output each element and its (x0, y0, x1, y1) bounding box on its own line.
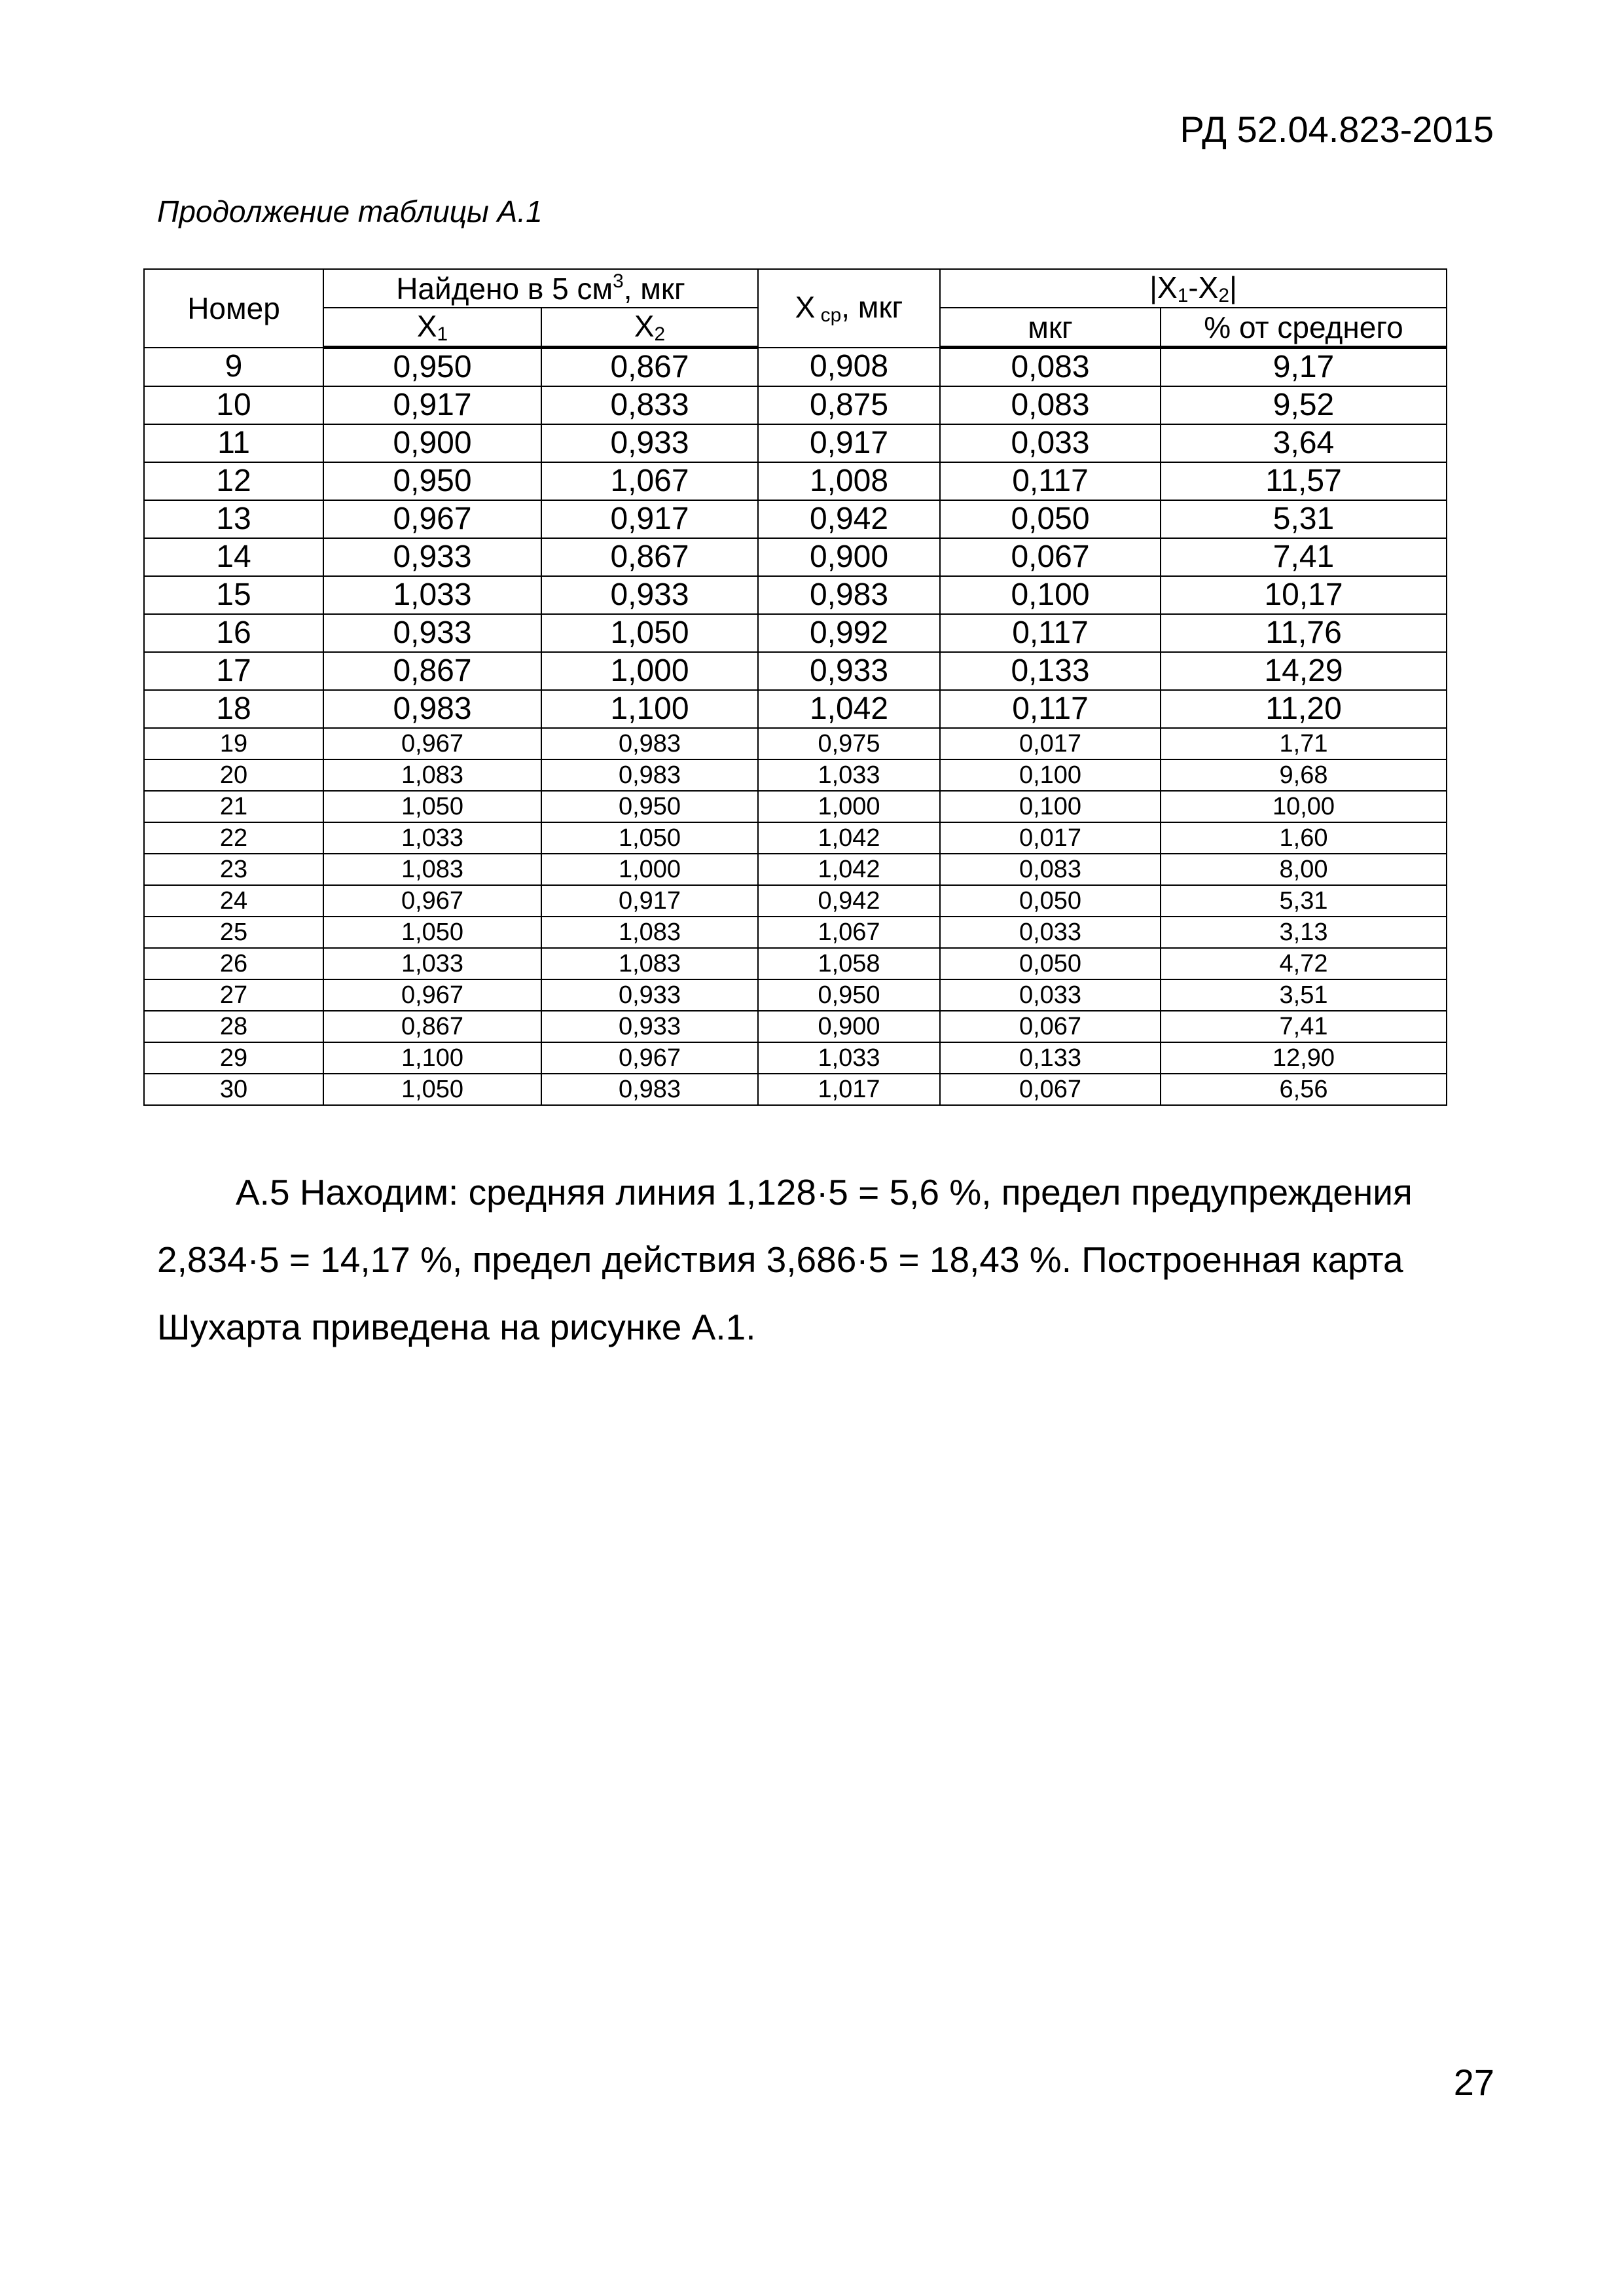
table-cell: 0,967 (323, 885, 541, 917)
table-row (144, 386, 1447, 424)
table-cell: 0,067 (940, 1011, 1161, 1042)
table-cell: 26 (144, 948, 323, 979)
table-cell: 30 (144, 1074, 323, 1105)
table-cell: 0,100 (940, 576, 1161, 614)
table-cell: 7,41 (1161, 1011, 1447, 1042)
header-found: Найдено в 5 $см^3$, мкг (323, 269, 758, 308)
table-cell: 0,100 (940, 759, 1161, 791)
header-abs-diff: $|X_1-X_2|$ (940, 269, 1447, 308)
table-cell: 1,050 (323, 791, 541, 822)
table-cell: 10,00 (1161, 791, 1447, 822)
table-cell: 0,983 (323, 690, 541, 728)
table-cell: 0,900 (758, 538, 940, 576)
table-row (144, 1011, 1447, 1042)
table-cell: 0,867 (541, 348, 758, 387)
table-cell: 0,917 (541, 500, 758, 538)
table-row (144, 979, 1447, 1011)
table-cell: 1,71 (1161, 728, 1447, 759)
table-cell: 1,033 (758, 759, 940, 791)
table-cell: 1,000 (758, 791, 940, 822)
paragraph-a5 (157, 1159, 1494, 1361)
table-cell: 12,90 (1161, 1042, 1447, 1074)
header-mkg: мкг (940, 308, 1161, 348)
table-cell: 11,76 (1161, 614, 1447, 652)
table-row (144, 1074, 1447, 1105)
table-cell: 0,067 (940, 1074, 1161, 1105)
table-row (144, 348, 1447, 387)
table-cell: 10 (144, 386, 323, 424)
table-cell: 5,31 (1161, 885, 1447, 917)
table-cell: 9,68 (1161, 759, 1447, 791)
table-cell: 0,950 (323, 348, 541, 387)
table-cell: 0,083 (940, 854, 1161, 885)
table-cell: 18 (144, 690, 323, 728)
table-cell: 0,917 (758, 424, 940, 462)
table-cell: 1,058 (758, 948, 940, 979)
table-cell: 0,875 (758, 386, 940, 424)
table-cell: 0,050 (940, 500, 1161, 538)
table-cell: 0,967 (323, 728, 541, 759)
table-cell: 0,033 (940, 424, 1161, 462)
table-cell: 0,833 (541, 386, 758, 424)
table-row (144, 424, 1447, 462)
table-cell: 0,867 (323, 652, 541, 690)
table-cell: 20 (144, 759, 323, 791)
document-code: РД 52.04.823-2015 (1180, 109, 1494, 150)
table-cell: 1,033 (323, 576, 541, 614)
table-cell: 28 (144, 1011, 323, 1042)
table-cell: 11,57 (1161, 462, 1447, 500)
table-cell: 0,950 (758, 979, 940, 1011)
table-cell: 29 (144, 1042, 323, 1074)
table-cell: 0,933 (323, 614, 541, 652)
table-cell: 0,983 (541, 728, 758, 759)
table-cell: 10,17 (1161, 576, 1447, 614)
header-x1: $X_1$ (323, 308, 541, 348)
table-cell: 17 (144, 652, 323, 690)
table-cell: 0,067 (940, 538, 1161, 576)
table-cell: 0,017 (940, 728, 1161, 759)
table-cell: 1,067 (758, 917, 940, 948)
table-cell: 0,933 (541, 1011, 758, 1042)
table-cell: 1,050 (323, 917, 541, 948)
table-cell: 11 (144, 424, 323, 462)
table-cell: 1,033 (758, 1042, 940, 1074)
header-x2: $X_2$ (541, 308, 758, 348)
table-cell: 11,20 (1161, 690, 1447, 728)
table-cell: 13 (144, 500, 323, 538)
data-table (143, 268, 1447, 1106)
table-row (144, 854, 1447, 885)
table-cell: 24 (144, 885, 323, 917)
table-cell: 0,967 (323, 979, 541, 1011)
table-cell: 6,56 (1161, 1074, 1447, 1105)
table-row (144, 822, 1447, 854)
table-cell: 27 (144, 979, 323, 1011)
table-cell: 1,083 (323, 759, 541, 791)
table-cell: 23 (144, 854, 323, 885)
table-cell: 9 (144, 348, 323, 387)
table-row (144, 885, 1447, 917)
table-cell: 0,950 (323, 462, 541, 500)
table-cell: 0,983 (541, 1074, 758, 1105)
table-cell: 1,042 (758, 854, 940, 885)
table-row (144, 500, 1447, 538)
paragraph-line: Шухарта приведена на рисунке А.1. (157, 1307, 756, 1347)
table-cell: 0,900 (758, 1011, 940, 1042)
table-cell: 14 (144, 538, 323, 576)
table-cell: 19 (144, 728, 323, 759)
table-row (144, 728, 1447, 759)
table-row (144, 652, 1447, 690)
table-cell: 8,00 (1161, 854, 1447, 885)
table-cell: 0,933 (323, 538, 541, 576)
table-cell: 0,867 (323, 1011, 541, 1042)
table-cell: 0,100 (940, 791, 1161, 822)
table-cell: 0,967 (323, 500, 541, 538)
table-cell: 0,967 (541, 1042, 758, 1074)
table-cell: 0,033 (940, 979, 1161, 1011)
table-caption: Продолжение таблицы А.1 (157, 194, 543, 228)
table-cell: 0,133 (940, 652, 1161, 690)
table-cell: 9,52 (1161, 386, 1447, 424)
table-cell: 0,933 (541, 979, 758, 1011)
table-cell: 1,100 (541, 690, 758, 728)
table-cell: 0,992 (758, 614, 940, 652)
table-cell: 1,083 (541, 917, 758, 948)
table-cell: 3,13 (1161, 917, 1447, 948)
table-row (144, 948, 1447, 979)
table-row (144, 614, 1447, 652)
table-cell: 1,042 (758, 822, 940, 854)
table-cell: 0,133 (940, 1042, 1161, 1074)
table-cell: 1,050 (541, 822, 758, 854)
table-row (144, 1042, 1447, 1074)
table-cell: 0,983 (541, 759, 758, 791)
table-cell: 0,117 (940, 462, 1161, 500)
table-cell: 16 (144, 614, 323, 652)
table-cell: 0,933 (758, 652, 940, 690)
table-row (144, 462, 1447, 500)
table-row (144, 759, 1447, 791)
header-percent: % от среднего (1161, 308, 1447, 348)
table-cell: 0,917 (323, 386, 541, 424)
table-cell: 0,975 (758, 728, 940, 759)
table-cell: 0,017 (940, 822, 1161, 854)
header-number: Номер (144, 269, 323, 348)
table-cell: 1,100 (323, 1042, 541, 1074)
table-cell: 7,41 (1161, 538, 1447, 576)
table-cell: 12 (144, 462, 323, 500)
table-cell: 1,050 (323, 1074, 541, 1105)
table-cell: 1,000 (541, 652, 758, 690)
table-cell: 0,908 (758, 348, 940, 387)
table-row (144, 690, 1447, 728)
table-cell: 14,29 (1161, 652, 1447, 690)
table-cell: 1,033 (323, 822, 541, 854)
table-cell: 4,72 (1161, 948, 1447, 979)
paragraph-line: А.5 Находим: средняя линия 1,128·5 = 5,6 %, предел предупреждения (236, 1172, 1413, 1212)
table-row (144, 538, 1447, 576)
table-cell: 0,033 (940, 917, 1161, 948)
table-cell: 25 (144, 917, 323, 948)
table-cell: 0,867 (541, 538, 758, 576)
table-cell: 1,60 (1161, 822, 1447, 854)
table-cell: 22 (144, 822, 323, 854)
table-cell: 5,31 (1161, 500, 1447, 538)
table-cell: 0,942 (758, 500, 940, 538)
table-cell: 0,050 (940, 885, 1161, 917)
table-cell: 0,083 (940, 386, 1161, 424)
table-cell: 1,083 (541, 948, 758, 979)
table-cell: 1,000 (541, 854, 758, 885)
table-cell: 0,933 (541, 424, 758, 462)
table-cell: 15 (144, 576, 323, 614)
table-cell: 1,050 (541, 614, 758, 652)
table-cell: 0,983 (758, 576, 940, 614)
paragraph-line: 2,834·5 = 14,17 %, предел действия 3,686·5 = 18,43 %. Построенная карта (157, 1239, 1403, 1280)
table-cell: 3,51 (1161, 979, 1447, 1011)
table-cell: 0,117 (940, 614, 1161, 652)
table-cell: 0,050 (940, 948, 1161, 979)
table-cell: 0,942 (758, 885, 940, 917)
page-number: 27 (1453, 2062, 1494, 2103)
table-row (144, 791, 1447, 822)
table-cell: 1,017 (758, 1074, 940, 1105)
table-row (144, 576, 1447, 614)
table-cell: 0,933 (541, 576, 758, 614)
table-cell: 1,008 (758, 462, 940, 500)
table-row (144, 917, 1447, 948)
table-cell: 1,033 (323, 948, 541, 979)
table-cell: 0,117 (940, 690, 1161, 728)
header-x-avg: X $_{ср}$, мкг (758, 269, 940, 348)
table-cell: 0,083 (940, 348, 1161, 387)
table-cell: 0,950 (541, 791, 758, 822)
table-cell: 3,64 (1161, 424, 1447, 462)
table-cell: 0,900 (323, 424, 541, 462)
table-cell: 9,17 (1161, 348, 1447, 387)
table-cell: 0,917 (541, 885, 758, 917)
table-cell: 1,067 (541, 462, 758, 500)
table-cell: 21 (144, 791, 323, 822)
table-cell: 1,083 (323, 854, 541, 885)
table-cell: 1,042 (758, 690, 940, 728)
